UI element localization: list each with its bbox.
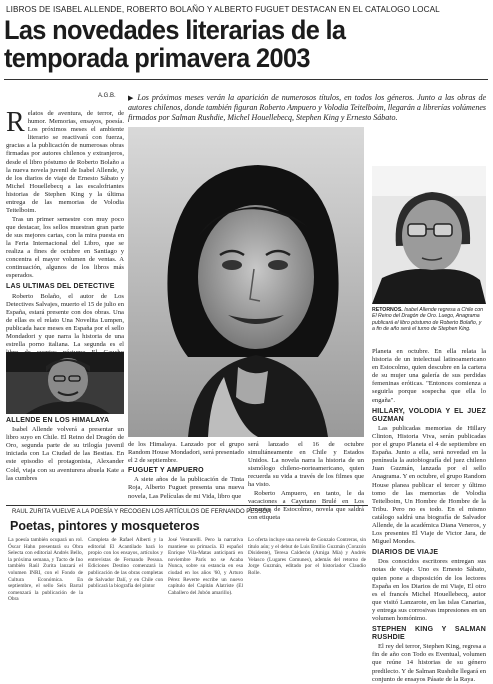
headline-line-1: Las novedades literarias de la — [4, 15, 346, 45]
subhead-hillary-volodia: HILLARY, VOLODIA Y EL JUEZ GUZMAN — [372, 407, 486, 423]
bottom-kicker: RAUL ZURITA VUELVE A LA POESÍA Y RECOGEN LOS ARTÍCULOS DE FERNANDO PESSOA — [12, 509, 271, 515]
paragraph-allende-cont: de los Himalaya. Lanzado por el grupo Random House Mondadori, será presentado el 2 de septiembre. — [128, 441, 244, 465]
allende-photo — [128, 127, 364, 437]
column-1 — [6, 107, 124, 352]
subhead-ultimas-detective: LAS ULTIMAS DEL DETECTIVE — [6, 283, 115, 291]
paragraph-2: Tras un primer semestre con muy poco que destacar, los sellos muestran gran parte de sus mejores cartas, con la mira puesta en la Feria Internacional del Libro, que se realiza a fines de octubre en Santiago y concentra el mayor volumen de ventas. A continuación, algunos de los libros más esperados. — [6, 215, 124, 280]
bolano-photo — [6, 352, 124, 414]
arrow-icon: ▶ — [128, 94, 135, 102]
paragraph-fuguet: A siete años de la publicación de Tinta Roja, Alberto Fuguet presenta una nueva novela, Las Películas de mi Vida, libro que — [128, 476, 244, 500]
paragraph-ampuero: Roberto Ampuero, en tanto, le da vacaciones a Cayetano Brulé en Los Amantes de Estocolmo, novela que saldrá con etiqueta — [248, 490, 364, 522]
bottom-column-4: Lo oferta incluye una novela de Gonzalo Contreras, sin título aún; y el debut de Luis Emilio Guzmán (Corazón Disidente), Teresa Calderón (Amiga Mía) y Andrés Velasco (Lugares Comunes), además del retorno de Jorge Guzmán, editado por el historiador Claudio Rolle. — [248, 537, 366, 576]
paragraph-allende: Isabel Allende volverá a presentar un libro suyo en Chile. El Reino del Dragón de Oro, segunda parte de su trilogía juvenil iniciada con La Ciudad de las Bestias. En este episodio el protagonista, Alexander Cold, viaja con su aventurera abuela Kate a las cumbres — [6, 426, 124, 482]
headline — [4, 16, 461, 72]
paragraph-fuguet-cont: será lanzado el 16 de octubre simultáneamente en Chile y Estados Unidos. La novela narra la historia de un sismólogo chileno-norteamericano, quien recuerda su vida a través de los filmes que ha visto. — [248, 441, 364, 489]
dropcap: R — [6, 107, 25, 138]
paragraph-diarios: Dos conocidos escritores entregan sus notas de viaje. Uno es Ernesto Sábato, quien pone a disposición de los lectores España en los Diarios de mi Viaje, El otro es el francés Michel Houellebecq, autor que visitó Lanzarote, en las islas Canarias, y entrega sus corrosivas impresiones en un volumen homónimo. — [372, 558, 486, 622]
column-3 — [248, 441, 364, 522]
subhead-fuguet-ampuero: FUGUET Y AMPUERO — [128, 467, 204, 475]
subhead-diarios-viaje: DIARIOS DE VIAJE — [372, 549, 439, 557]
intro-paragraph: elatos de aventura, de terror, de humor. Memorias, ensayos, poesía. Los próximos meses el ambiente literario se reactivará con fuerza, gracias a la publicación de numerosas obras firmadas por autores chilenos y extranjeros, desde el libro póstumo de Roberto Bolaño a la nueva novela juvenil de Isabel Allende, y de los diarios de viaje de Ernesto Sábato y Michel Houellebecq a las escalofriantes historias de Stephen King y la última entrega de las memorias de Volodia Teitelboim. — [6, 110, 124, 215]
bottom-title: Poetas, pintores y mosqueteros — [10, 519, 200, 533]
kicker: LIBROS DE ISABEL ALLENDE, ROBERTO BOLAÑO Y ALBERTO FUGUET DESTACAN EN EL CATALOGO LOCAL — [6, 5, 440, 14]
king-photo — [372, 166, 486, 304]
paragraph-ampuero-cont: Planeta en octubre. En ella relata la historia de un intelectual latinoamericano en Estocolmo, quien descubre en la cartera de su mujer una galería de sus perdidas femeninas eróticas. "Entonces comienza a seguirla porque sospecha que ella lo engaña". — [372, 348, 486, 404]
bottom-column-3: José Venturelli. Pero la narrativa mantiene su primacía. El español Enrique Vila-Matas anticipará en noviembre París no se Acaba Nunca, sobre su estancia en esa ciudad en los años '60, y Arturo Pérez Reverte escribe un nuevo capítulo del Capitán Alatriste (El Caballero del Jubón amarillo). — [168, 537, 243, 596]
paragraph-king-rushdie: El rey del terror, Stephen King, regresa a fin de año con Todo es Eventual, volumen que reúne 14 historias de su género predilecto. Y de Salman Rushdie llegará en conjunto de ensayos Pásate de la Raya. — [372, 643, 486, 683]
bottom-column-1: La poesía también ocupará un rol. Óscar Hahn presentará su Obra Selecta con editorial Andrés Bello, la próxima semana, y Tacto de Ino también Raúl Zurita lanzará el volumen INRI, con el Fondo de Cultura Económica. En septiembre, el sello Seix Barral comenzará la publicación de la Obra — [8, 537, 83, 603]
photo-caption — [372, 307, 484, 333]
column-2 — [128, 441, 244, 505]
lead-paragraph — [128, 93, 486, 124]
headline-line-2: temporada primavera 2003 — [4, 43, 310, 73]
bottom-column-2: Completa de Rafael Alberti y la editorial El Acantilado hará lo propio con los ensayos, artículos y entrevistas de Fernando Pessoa. Ediciones Destino comenzará la publicación de las obras completas de Salvador Dalí, y en Chile con publicará la biografía del pintor — [88, 537, 163, 590]
caption-text: Isabel Allende regresa a Chile con El Reino del Dragón de Oro. Luego, Anagrama publicará el libro póstumo de Roberto Bolaño, y a fin de año será el turno de Stephen King. — [372, 307, 484, 333]
column-1-bottom — [6, 417, 124, 503]
lead-text: Los próximos meses verán la aparición de numerosos títulos, en todos los géneros. Junto a las obras de autores chilenos, donde también figuran Roberto Ampuero y Volodia Teitelboim, llegarán a librerías volúmenes firmados por Salman Rushdie, Michel Houellebecq, Stephen King y Ernesto Sábato. — [128, 93, 487, 123]
subhead-allende-himalaya: ALLENDE EN LOS HIMALAYA — [6, 417, 110, 424]
paragraph-bolano: Roberto Bolaño, el autor de Los Detectives Salvajes, muerto el 15 de julio en España, estará presente con dos obras. Una de ellas es el relato Una Novelita Lumpen, publicada hace meses en España por el sello Mondadori y que narra la historia de una estrella porno italiana. La segunda es el — [6, 292, 124, 349]
top-rule — [4, 79, 488, 80]
byline: A.G.B. — [98, 93, 116, 99]
bottom-box-rule — [6, 505, 368, 506]
paragraph-memorias: Las publicadas memorias de Hillary Clinton, Historia Viva, serán publicadas por el grupo Planeta el 4 de septiembre en España. Junto a ella, será novedad en la península la autobiografía del juez chileno Juan Guzmán, lanzada por el sello Anagrama. Y en octubre, el grupo Random House planea publicar el tercer y último tomo de las memorias de Volodia Teitelboim, Un Hombre de Hombre de la Tribu. Pero no es todo. En el mismo catálogo saldrá una biografía de Salvador Allende, de la académica Diana Veneros, y Los presentes El Viaje de Victor Jara, de Miguel Mondes. — [372, 424, 486, 546]
caption-lead: RETORNOS. — [372, 307, 403, 313]
subhead-king-rushdie: STEPHEN KING Y SALMAN RUSHDIE — [372, 626, 486, 642]
column-4 — [372, 348, 486, 683]
